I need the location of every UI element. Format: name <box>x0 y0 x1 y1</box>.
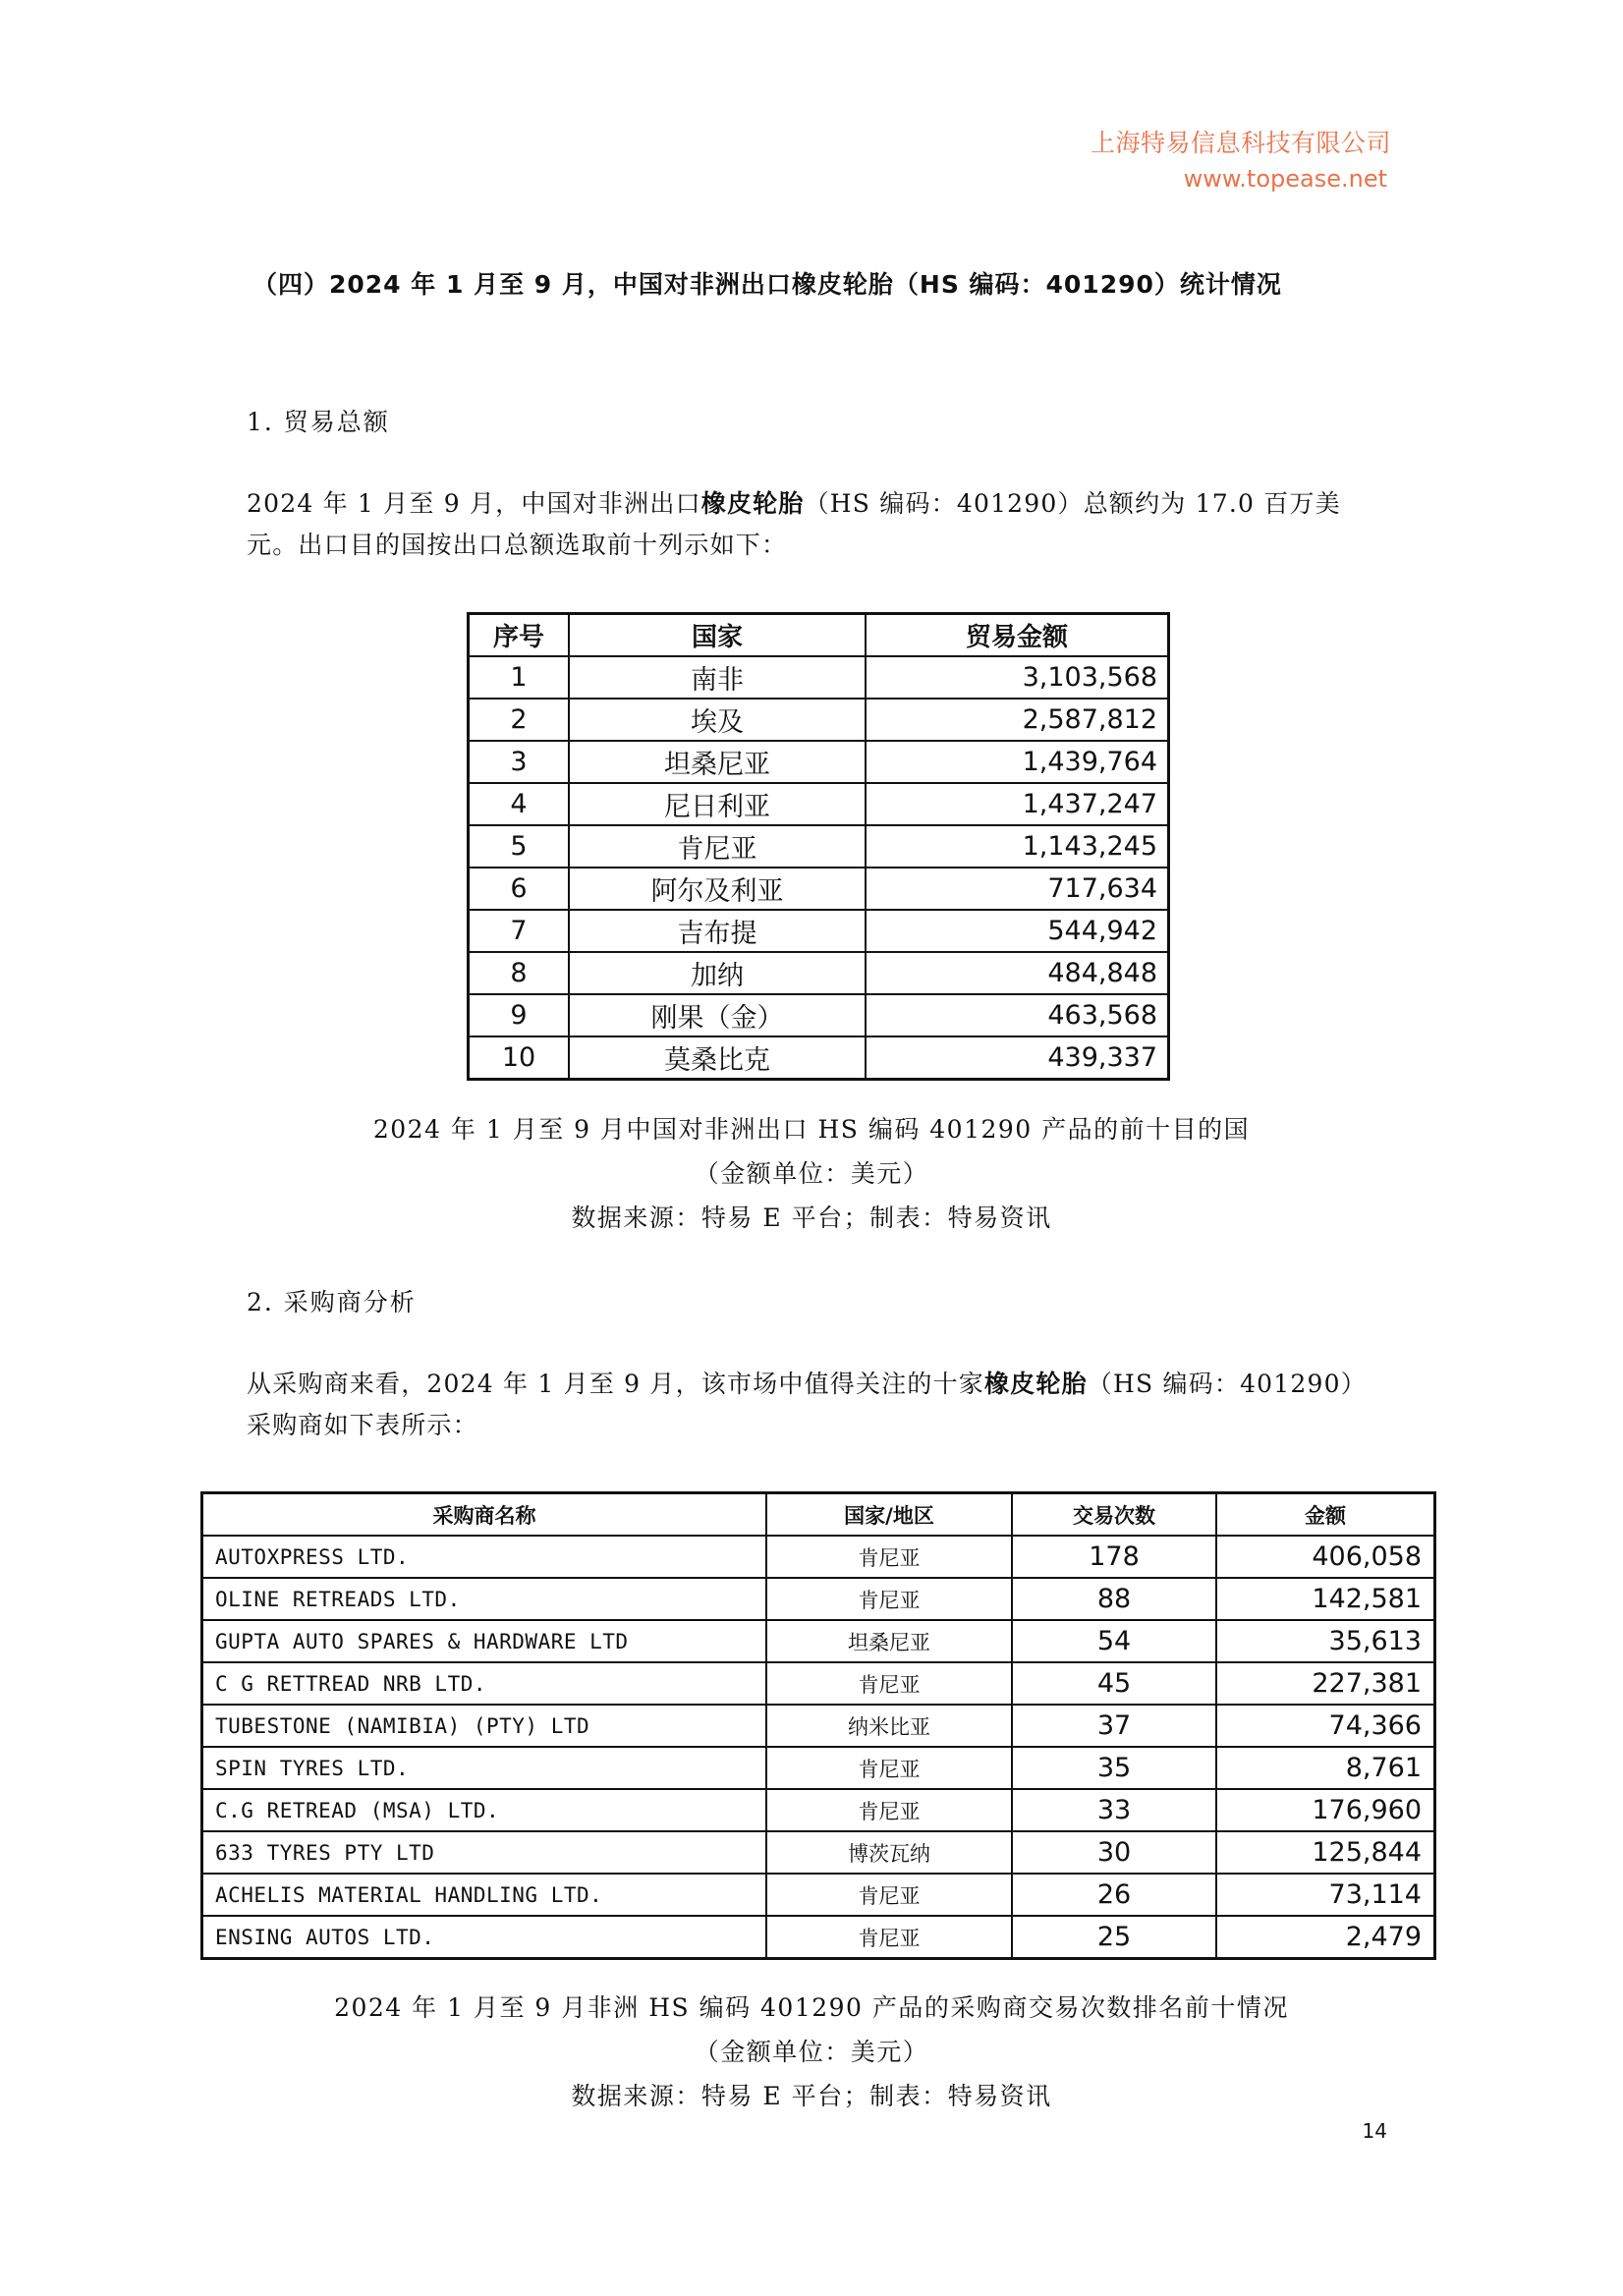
row-country: 肯尼亚 <box>569 825 866 868</box>
row-region: 肯尼亚 <box>766 1536 1012 1578</box>
table2-caption-title: 2024 年 1 月至 9 月非洲 HS 编码 401290 产品的采购商交易次数排名前十情况 <box>334 1993 1289 2022</box>
table2-caption-unit: （金额单位：美元） <box>694 2038 929 2066</box>
row-index: 3 <box>469 741 570 783</box>
row-buyer-name: 633 TYRES PTY LTD <box>202 1831 767 1874</box>
row-region: 肯尼亚 <box>766 1578 1012 1620</box>
buyer-analysis-heading: 2. 采购商分析 <box>247 1288 417 1316</box>
row-amount: 3,103,568 <box>866 656 1169 699</box>
table-row <box>202 1789 1435 1831</box>
row-region: 肯尼亚 <box>766 1874 1012 1916</box>
row-amount: 463,568 <box>866 994 1169 1036</box>
row-buyer-name: OLINE RETREADS LTD. <box>202 1578 767 1620</box>
row-region: 肯尼亚 <box>766 1662 1012 1705</box>
table1-caption-source: 数据来源：特易 E 平台；制表：特易资讯 <box>571 1204 1052 1232</box>
header-index: 序号 <box>469 614 570 657</box>
table-row <box>202 1831 1435 1874</box>
row-buyer-name: GUPTA AUTO SPARES & HARDWARE LTD <box>202 1620 767 1662</box>
row-transaction-count: 25 <box>1012 1916 1216 1959</box>
para-text: 2024 年 1 月至 9 月，中国对非洲出口 <box>247 489 701 518</box>
table-row <box>469 656 1169 699</box>
para-text: 从采购商来看，2024 年 1 月至 9 月，该市场中值得关注的十家 <box>247 1370 984 1398</box>
row-amount: 1,439,764 <box>866 741 1169 783</box>
table-row <box>469 741 1169 783</box>
row-buyer-name: ENSING AUTOS LTD. <box>202 1916 767 1959</box>
table1-caption-unit: （金额单位：美元） <box>694 1159 929 1188</box>
header-amount: 贸易金额 <box>866 614 1169 657</box>
row-amount: 35,613 <box>1216 1620 1435 1662</box>
row-transaction-count: 88 <box>1012 1578 1216 1620</box>
header-buyer-name: 采购商名称 <box>202 1493 767 1537</box>
row-buyer-name: SPIN TYRES LTD. <box>202 1747 767 1789</box>
row-amount: 73,114 <box>1216 1874 1435 1916</box>
row-transaction-count: 178 <box>1012 1536 1216 1578</box>
row-index: 8 <box>469 952 570 994</box>
row-country: 加纳 <box>569 952 866 994</box>
row-amount: 1,437,247 <box>866 783 1169 825</box>
row-transaction-count: 54 <box>1012 1620 1216 1662</box>
table2-caption-source: 数据来源：特易 E 平台；制表：特易资讯 <box>571 2082 1052 2110</box>
row-region: 博茨瓦纳 <box>766 1831 1012 1874</box>
row-region: 纳米比亚 <box>766 1705 1012 1747</box>
row-amount: 1,143,245 <box>866 825 1169 868</box>
para-bold-text: 橡皮轮胎 <box>983 1370 1088 1398</box>
row-country: 刚果（金） <box>569 994 866 1036</box>
row-index: 6 <box>469 868 570 910</box>
table-row <box>469 994 1169 1036</box>
row-buyer-name: TUBESTONE (NAMIBIA) (PTY) LTD <box>202 1705 767 1747</box>
table-row <box>469 868 1169 910</box>
row-amount: 2,587,812 <box>866 699 1169 741</box>
row-region: 坦桑尼亚 <box>766 1620 1012 1662</box>
row-index: 10 <box>469 1036 570 1080</box>
row-region: 肯尼亚 <box>766 1747 1012 1789</box>
row-amount: 2,479 <box>1216 1916 1435 1959</box>
table-row <box>202 1916 1435 1959</box>
table-row <box>202 1578 1435 1620</box>
table-row <box>202 1705 1435 1747</box>
table-row <box>202 1747 1435 1789</box>
table-header-row <box>202 1493 1435 1537</box>
row-country: 吉布提 <box>569 910 866 952</box>
table-header-row <box>469 614 1169 657</box>
table-row <box>469 952 1169 994</box>
header-region: 国家/地区 <box>766 1493 1012 1537</box>
row-country: 埃及 <box>569 699 866 741</box>
row-transaction-count: 35 <box>1012 1747 1216 1789</box>
row-amount: 8,761 <box>1216 1747 1435 1789</box>
row-index: 1 <box>469 656 570 699</box>
table-row <box>469 910 1169 952</box>
row-buyer-name: C G RETTREAD NRB LTD. <box>202 1662 767 1705</box>
table-row <box>469 699 1169 741</box>
row-index: 7 <box>469 910 570 952</box>
table1-caption-title: 2024 年 1 月至 9 月中国对非洲出口 HS 编码 401290 产品的前十目的国 <box>372 1115 1251 1144</box>
row-amount: 142,581 <box>1216 1578 1435 1620</box>
para-text: 元。出口目的国按出口总额选取前十列示如下： <box>247 531 788 559</box>
table-row <box>202 1620 1435 1662</box>
buyer-analysis-paragraph <box>247 1364 1396 1446</box>
row-amount: 484,848 <box>866 952 1169 994</box>
top-destinations-table <box>467 612 1170 1081</box>
header-amount: 金额 <box>1216 1493 1435 1537</box>
row-buyer-name: C.G RETREAD (MSA) LTD. <box>202 1789 767 1831</box>
row-buyer-name: AUTOXPRESS LTD. <box>202 1536 767 1578</box>
table-row <box>469 1036 1169 1080</box>
trade-total-heading: 1. 贸易总额 <box>247 408 390 436</box>
trade-total-paragraph <box>247 483 1396 566</box>
para-text: （HS 编码：401290） <box>1087 1370 1367 1398</box>
row-country: 南非 <box>569 656 866 699</box>
table-row <box>202 1874 1435 1916</box>
row-index: 5 <box>469 825 570 868</box>
row-country: 坦桑尼亚 <box>569 741 866 783</box>
row-buyer-name: ACHELIS MATERIAL HANDLING LTD. <box>202 1874 767 1916</box>
row-amount: 176,960 <box>1216 1789 1435 1831</box>
row-index: 2 <box>469 699 570 741</box>
para-text: 采购商如下表所示： <box>247 1411 478 1439</box>
table-row <box>202 1662 1435 1705</box>
row-country: 阿尔及利亚 <box>569 868 866 910</box>
row-transaction-count: 37 <box>1012 1705 1216 1747</box>
row-index: 4 <box>469 783 570 825</box>
row-amount: 717,634 <box>866 868 1169 910</box>
row-amount: 227,381 <box>1216 1662 1435 1705</box>
row-region: 肯尼亚 <box>766 1916 1012 1959</box>
row-transaction-count: 33 <box>1012 1789 1216 1831</box>
row-amount: 125,844 <box>1216 1831 1435 1874</box>
row-transaction-count: 45 <box>1012 1662 1216 1705</box>
header-url[interactable]: www.topease.net <box>1183 165 1387 193</box>
table-row <box>469 783 1169 825</box>
row-index: 9 <box>469 994 570 1036</box>
row-amount: 439,337 <box>866 1036 1169 1080</box>
header-country: 国家 <box>569 614 866 657</box>
row-country: 尼日利亚 <box>569 783 866 825</box>
header-transaction-count: 交易次数 <box>1012 1493 1216 1537</box>
top-buyers-table <box>200 1491 1436 1960</box>
table-row <box>469 825 1169 868</box>
row-transaction-count: 30 <box>1012 1831 1216 1874</box>
row-region: 肯尼亚 <box>766 1789 1012 1831</box>
row-amount: 74,366 <box>1216 1705 1435 1747</box>
para-text: （HS 编码：401290）总额约为 17.0 百万美 <box>804 489 1341 518</box>
row-country: 莫桑比克 <box>569 1036 866 1080</box>
page-number: 14 <box>1362 2119 1387 2143</box>
row-amount: 544,942 <box>866 910 1169 952</box>
header-company: 上海特易信息科技有限公司 <box>1090 129 1391 157</box>
section-title: （四）2024 年 1 月至 9 月，中国对非洲出口橡皮轮胎（HS 编码：401290）统计情况 <box>252 270 1282 299</box>
para-bold-text: 橡皮轮胎 <box>700 489 805 518</box>
row-transaction-count: 26 <box>1012 1874 1216 1916</box>
row-amount: 406,058 <box>1216 1536 1435 1578</box>
table-row <box>202 1536 1435 1578</box>
